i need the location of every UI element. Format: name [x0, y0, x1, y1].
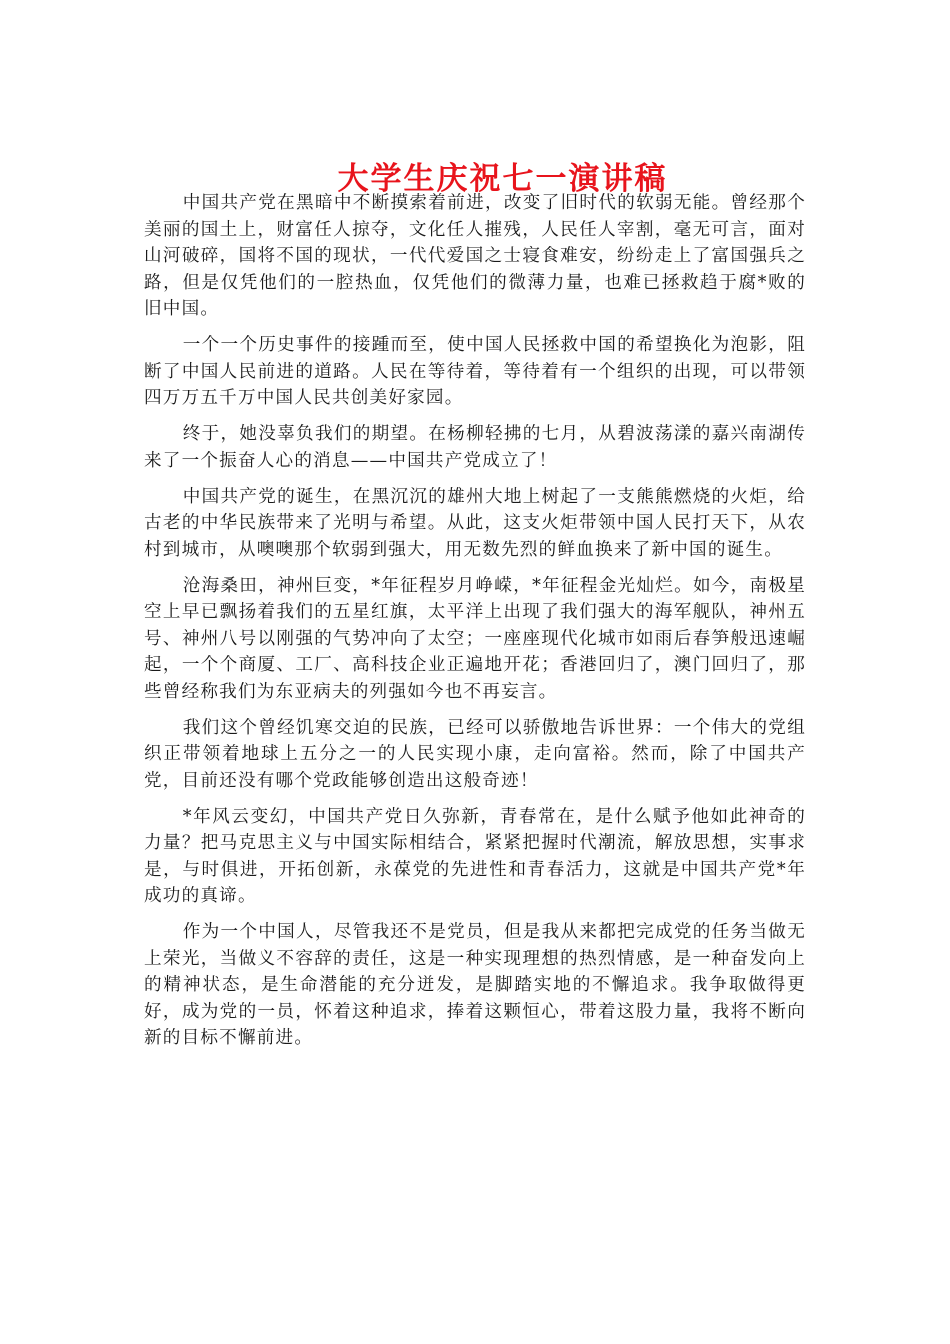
paragraph-5: 沧海桑田，神州巨变，*年征程岁月峥嵘，*年征程金光灿烂。如今，南极星空上早已飘扬着我们的五星红旗，太平洋上出现了我们强大的海军舰队，神州五号、神州八号以刚强的气势冲向了太空；一座座现代化城市如雨后春笋般迅速崛起，一个个商厦、工厂、高科技企业正遍地开花；香港回归了，澳门回归了，那些曾经称我们为东亚病夫的列强如今也不再妄言。 [144, 575, 806, 702]
paragraph-1: 中国共产党在黑暗中不断摸索着前进，改变了旧时代的软弱无能。曾经那个美丽的国土上，财富任人掠夺，文化任人摧残，人民任人宰割，毫无可言，面对山河破碎，国将不国的现状，一代代爱国之士寝食难安，纷纷走上了富国强兵之路，但是仅凭他们的一腔热血，仅凭他们的微薄力量，也难已拯救趋于腐*败的旧中国。 [144, 193, 806, 319]
paragraph-2: 一个一个历史事件的接踵而至，使中国人民拯救中国的希望换化为泡影，阻断了中国人民前进的道路。人民在等待着，等待着有一个组织的出现，可以带领四万万五千万中国人民共创美好家园。 [144, 335, 806, 408]
document-body [144, 190, 806, 1061]
paragraph-7: *年风云变幻，中国共产党日久弥新，青春常在，是什么赋予他如此神奇的力量？把马克思主义与中国实际相结合，紧紧把握时代潮流，解放思想，实事求是，与时俱进，开拓创新，永葆党的先进性和青春活力，这就是中国共产党*年成功的真谛。 [144, 806, 806, 906]
paragraph-6: 我们这个曾经饥寒交迫的民族，已经可以骄傲地告诉世界：一个伟大的党组织正带领着地球上五分之一的人民实现小康，走向富裕。然而，除了中国共产党，目前还没有哪个党政能够创造出这般奇迹！ [144, 717, 806, 791]
paragraph-3: 终于，她没辜负我们的期望。在杨柳轻拂的七月，从碧波荡漾的嘉兴南湖传来了一个振奋人心的消息——中国共产党成立了！ [144, 424, 806, 471]
document-title: 大学生庆祝七一演讲稿 [337, 160, 668, 197]
paragraph-4: 中国共产党的诞生，在黑沉沉的雄州大地上树起了一支熊熊燃烧的火炬，给古老的中华民族带来了光明与希望。从此，这支火炬带领中国人民打天下，从农村到城市，从噢噢那个软弱到强大，用无数先烈的鲜血换来了新中国的诞生。 [144, 486, 806, 560]
paragraph-8: 作为一个中国人，尽管我还不是党员，但是我从来都把完成党的任务当做无上荣光，当做义不容辞的责任，这是一种实现理想的热烈情感，是一种奋发向上的精神状态，是生命潜能的充分迸发，是脚踏实地的不懈追求。我争取做得更好，成为党的一员，怀着这种追求，捧着这颗恒心，带着这股力量，我将不断向新的目标不懈前进。 [144, 922, 806, 1048]
